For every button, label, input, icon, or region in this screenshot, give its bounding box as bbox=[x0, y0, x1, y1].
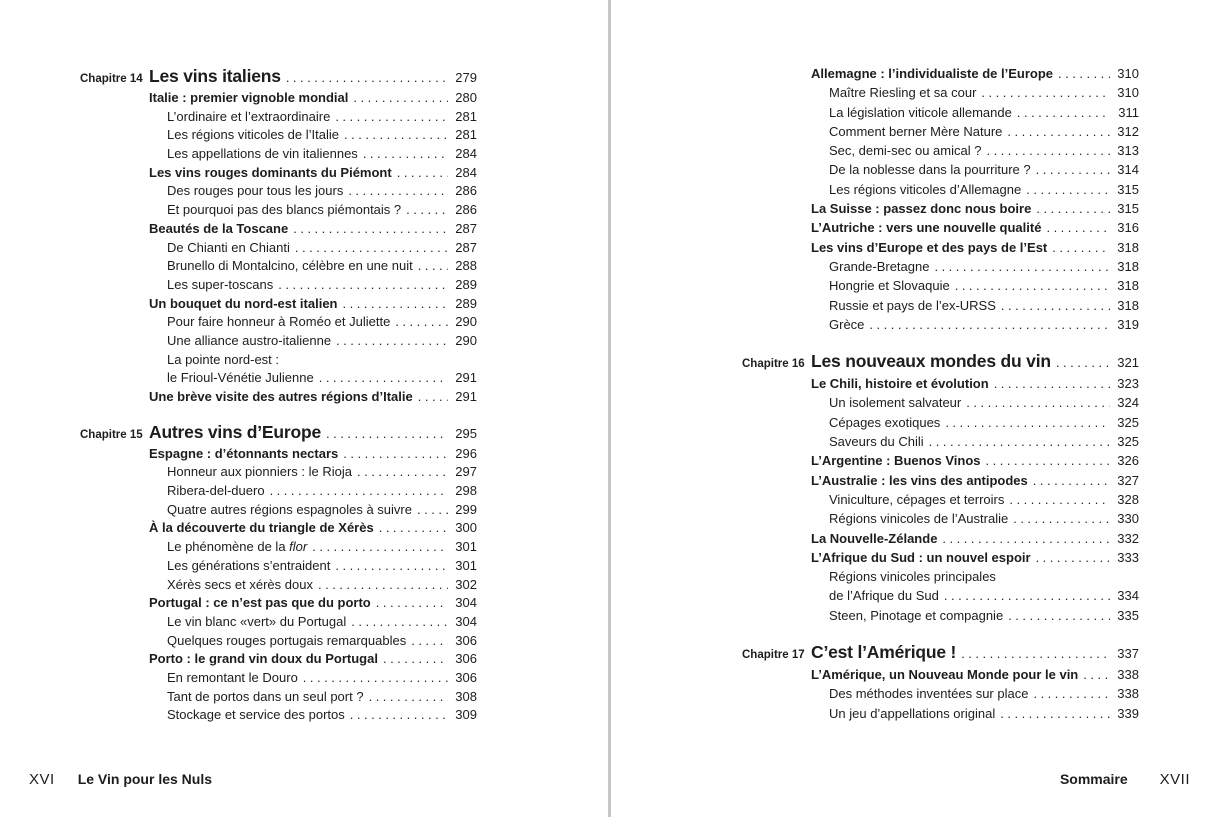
page-number: 315 bbox=[1117, 181, 1139, 197]
page-number: 330 bbox=[1117, 511, 1139, 527]
page-number: 326 bbox=[1117, 453, 1139, 469]
right-folio: XVII bbox=[1159, 771, 1190, 788]
toc-section-row bbox=[80, 164, 477, 183]
toc-sub-row bbox=[742, 296, 1139, 315]
entry-title: Autres vins d’Europe bbox=[149, 421, 322, 442]
dot-leader bbox=[1056, 350, 1110, 375]
toc-sub-row bbox=[80, 482, 477, 501]
entry-title: Comment berner Mère Nature bbox=[829, 123, 1003, 139]
entry-title: Tant de portos dans un seul port ? bbox=[167, 688, 364, 704]
page-number: 287 bbox=[455, 220, 477, 236]
toc-sub-row bbox=[742, 103, 1139, 122]
page-number: 324 bbox=[1117, 395, 1139, 411]
dot-leader bbox=[1008, 606, 1110, 625]
entry-title: L’Autriche : vers une nouvelle qualité bbox=[811, 220, 1042, 236]
toc-section-row bbox=[80, 295, 477, 314]
dot-leader bbox=[994, 374, 1110, 393]
dot-leader bbox=[295, 239, 448, 258]
dot-leader bbox=[1033, 471, 1110, 490]
toc-sub-row bbox=[80, 257, 477, 276]
page-number: 306 bbox=[455, 651, 477, 667]
entry-title: Italie : premier vignoble mondial bbox=[149, 90, 349, 105]
page-number: 301 bbox=[455, 539, 477, 555]
entry-title: Un bouquet du nord-est italien bbox=[149, 295, 338, 311]
page-number: 281 bbox=[455, 127, 477, 143]
toc-sub-row bbox=[80, 463, 477, 482]
page-number: 287 bbox=[455, 239, 477, 255]
dot-leader bbox=[353, 89, 448, 108]
dot-leader bbox=[1052, 238, 1110, 257]
entry-title: L’ordinaire et l’extraordinaire bbox=[167, 108, 331, 124]
entry-title: Régions vinicoles de l’Australie bbox=[829, 511, 1009, 527]
entry-title: La législation viticole allemande bbox=[829, 104, 1012, 120]
page-number: 295 bbox=[455, 425, 477, 441]
page-number: 332 bbox=[1117, 530, 1139, 546]
dot-leader bbox=[348, 182, 448, 201]
page-number: 304 bbox=[455, 595, 477, 611]
entry-title: Un jeu d’appellations original bbox=[829, 705, 996, 721]
dot-leader bbox=[326, 421, 448, 446]
dot-leader bbox=[369, 688, 448, 707]
toc-sub-row bbox=[80, 706, 477, 725]
toc-section-row bbox=[742, 238, 1139, 257]
entry-title: Les régions viticoles d’Allemagne bbox=[829, 181, 1022, 197]
entry-title: Xérès secs et xérès doux bbox=[167, 576, 313, 592]
dot-leader bbox=[944, 586, 1110, 605]
left-page-footer bbox=[29, 771, 212, 788]
dot-leader bbox=[319, 369, 448, 388]
dot-leader bbox=[350, 706, 448, 725]
toc-sub-row bbox=[80, 276, 477, 295]
entry-title: Beautés de la Toscane bbox=[149, 220, 289, 236]
dot-leader bbox=[293, 220, 448, 239]
page-number: 323 bbox=[1117, 376, 1139, 392]
toc-section-row bbox=[742, 529, 1139, 548]
entry-title: Des rouges pour tous les jours bbox=[167, 183, 344, 199]
page-number: 309 bbox=[455, 707, 477, 723]
entry-title: La Suisse : passez donc nous boire bbox=[811, 201, 1032, 217]
toc-section-row bbox=[80, 519, 477, 538]
dot-leader bbox=[1036, 548, 1110, 567]
entry-title: Grèce bbox=[829, 316, 865, 332]
entry-title: Les vins rouges dominants du Piémont bbox=[149, 164, 392, 180]
chapter-number-label: Chapitre 14 bbox=[80, 73, 143, 85]
page-number: 325 bbox=[1117, 414, 1139, 430]
page-number: 310 bbox=[1117, 66, 1139, 81]
entry-title: C’est l’Amérique ! bbox=[811, 642, 957, 663]
page-number: 321 bbox=[1117, 355, 1139, 371]
dot-leader bbox=[1058, 64, 1110, 83]
page-number: 334 bbox=[1117, 588, 1139, 604]
book-title: Le Vin pour les Nuls bbox=[77, 771, 213, 787]
dot-leader bbox=[318, 576, 448, 595]
toc-chapter-row bbox=[742, 349, 1139, 374]
dot-leader bbox=[1046, 218, 1110, 237]
entry-title: Brunello di Montalcino, célèbre en une nuit bbox=[167, 258, 413, 274]
sommaire-label: Sommaire bbox=[1059, 771, 1128, 787]
dot-leader bbox=[335, 557, 448, 576]
page-number: 333 bbox=[1117, 549, 1139, 565]
page-number: 280 bbox=[455, 90, 477, 105]
toc-section-row bbox=[742, 199, 1139, 218]
entry-title: Portugal : ce n’est pas que du porto bbox=[149, 595, 371, 611]
entry-title: Saveurs du Chili bbox=[829, 434, 924, 450]
toc-sub-row bbox=[742, 413, 1139, 432]
toc-sub-row bbox=[80, 576, 477, 595]
dot-leader bbox=[411, 632, 448, 651]
page-number: 299 bbox=[455, 501, 477, 517]
dot-leader bbox=[1033, 684, 1110, 703]
entry-title: La pointe nord-est : bbox=[167, 351, 280, 367]
toc-sub-row bbox=[80, 557, 477, 576]
page-number: 335 bbox=[1117, 607, 1139, 623]
entry-title: Grande-Bretagne bbox=[829, 258, 930, 274]
toc-sub-row bbox=[742, 393, 1139, 412]
entry-title: L’Argentine : Buenos Vinos bbox=[811, 453, 981, 469]
entry-title: La Nouvelle-Zélande bbox=[811, 530, 938, 546]
page-divider bbox=[608, 0, 611, 817]
entry-title: Sec, demi-sec ou amical ? bbox=[829, 143, 982, 159]
dot-leader bbox=[1000, 704, 1110, 723]
entry-title: Quatre autres régions espagnoles à suivre bbox=[167, 501, 412, 517]
dot-leader bbox=[934, 257, 1110, 276]
entry-title: Les appellations de vin italiennes bbox=[167, 146, 358, 162]
page-number: 296 bbox=[455, 445, 477, 461]
toc-chapter-row bbox=[742, 640, 1139, 665]
entry-title: de l’Afrique du Sud bbox=[829, 588, 939, 604]
dot-leader bbox=[418, 388, 448, 407]
dot-leader bbox=[955, 276, 1110, 295]
page-number: 289 bbox=[455, 276, 477, 292]
page-number: 284 bbox=[455, 146, 477, 162]
toc-sub-row bbox=[742, 509, 1139, 528]
entry-title: L’Amérique, un Nouveau Monde pour le vin bbox=[811, 667, 1079, 683]
toc-sub-row bbox=[80, 126, 477, 145]
dot-leader bbox=[363, 145, 448, 164]
page-number: 338 bbox=[1117, 667, 1139, 683]
toc-sub-row bbox=[80, 538, 477, 557]
page-number: 300 bbox=[455, 520, 477, 536]
toc-sub-row bbox=[742, 684, 1139, 703]
toc-chapter-row bbox=[80, 64, 477, 89]
page-number: 339 bbox=[1117, 705, 1139, 721]
entry-title: Les super-toscans bbox=[167, 276, 274, 292]
entry-title: Les nouveaux mondes du vin bbox=[811, 351, 1051, 372]
toc-sub-row bbox=[742, 276, 1139, 295]
toc-sub-row bbox=[80, 501, 477, 520]
toc-sub-row bbox=[80, 669, 477, 688]
dot-leader bbox=[986, 451, 1110, 470]
dot-leader bbox=[986, 141, 1110, 160]
entry-title: À la découverte du triangle de Xérès bbox=[149, 520, 374, 536]
entry-title: Allemagne : l’individualiste de l’Europe bbox=[811, 66, 1053, 81]
toc-sub-row bbox=[742, 160, 1139, 179]
dot-leader bbox=[303, 669, 448, 688]
page-number: 298 bbox=[455, 483, 477, 499]
entry-title: Une brève visite des autres régions d’Italie bbox=[149, 389, 413, 404]
dot-leader bbox=[406, 201, 448, 220]
page-number: 304 bbox=[455, 613, 477, 629]
toc-sub-row bbox=[742, 257, 1139, 276]
toc-sub-row bbox=[742, 606, 1139, 625]
toc-sub-row bbox=[742, 567, 1139, 586]
page-number: 286 bbox=[455, 183, 477, 199]
page-number: 297 bbox=[455, 464, 477, 480]
toc-sub-row bbox=[742, 180, 1139, 199]
entry-title: Des méthodes inventées sur place bbox=[829, 686, 1029, 702]
entry-title: Les régions viticoles de l’Italie bbox=[167, 127, 339, 143]
right-page-footer bbox=[1060, 771, 1190, 788]
dot-leader bbox=[351, 613, 448, 632]
entry-title: Un isolement salvateur bbox=[829, 395, 962, 411]
entry-title: En remontant le Douro bbox=[167, 669, 298, 685]
entry-title: Une alliance austro-italienne bbox=[167, 332, 332, 348]
dot-leader bbox=[1009, 490, 1110, 509]
dot-leader bbox=[418, 257, 448, 276]
entry-title-italic: flor bbox=[289, 539, 308, 555]
dot-leader bbox=[966, 393, 1110, 412]
entry-title: De la noblesse dans la pourriture ? bbox=[829, 162, 1031, 178]
page-number: 306 bbox=[455, 632, 477, 648]
entry-title: Quelques rouges portugais remarquables bbox=[167, 632, 407, 648]
toc-section-row bbox=[742, 451, 1139, 470]
toc-sub-row bbox=[80, 632, 477, 651]
toc-right-page bbox=[742, 64, 1139, 723]
page-number: 318 bbox=[1117, 239, 1139, 255]
dot-leader bbox=[1017, 103, 1110, 122]
page-number: 338 bbox=[1117, 686, 1139, 702]
page-number: 306 bbox=[455, 669, 477, 685]
chapter-number-label: Chapitre 16 bbox=[742, 358, 805, 371]
toc-section-row bbox=[80, 388, 477, 407]
toc-sub-row bbox=[80, 369, 477, 388]
page-number: 313 bbox=[1117, 143, 1139, 159]
entry-title: Viniculture, cépages et terroirs bbox=[829, 491, 1005, 507]
entry-title: Les vins d’Europe et des pays de l’Est bbox=[811, 239, 1048, 255]
toc-sub-row bbox=[80, 201, 477, 220]
chapter-number-label: Chapitre 15 bbox=[80, 428, 143, 441]
toc-sub-row bbox=[80, 332, 477, 351]
dot-leader bbox=[945, 413, 1110, 432]
dot-leader bbox=[942, 529, 1110, 548]
toc-sub-row bbox=[80, 182, 477, 201]
page-number: 301 bbox=[455, 557, 477, 573]
page-number: 308 bbox=[455, 688, 477, 704]
entry-title: Stockage et service des portos bbox=[167, 707, 345, 723]
dot-leader bbox=[344, 126, 448, 145]
dot-leader bbox=[357, 463, 448, 482]
dot-leader bbox=[1083, 665, 1110, 684]
entry-title: Et pourquoi pas des blancs piémontais ? bbox=[167, 202, 402, 218]
dot-leader bbox=[270, 482, 448, 501]
entry-title: L’Afrique du Sud : un nouvel espoir bbox=[811, 549, 1031, 565]
dot-leader bbox=[376, 594, 448, 613]
toc-sub-row bbox=[742, 122, 1139, 141]
dot-leader bbox=[869, 315, 1110, 334]
toc-sub-row bbox=[742, 315, 1139, 334]
page-number: 291 bbox=[455, 370, 477, 386]
entry-title: Le phénomène de la flor bbox=[167, 539, 308, 555]
entry-title: Ribera-del-duero bbox=[167, 483, 265, 499]
dot-leader bbox=[1007, 122, 1110, 141]
page-number: 327 bbox=[1117, 472, 1139, 488]
page-number: 284 bbox=[455, 164, 477, 180]
page-number: 319 bbox=[1117, 316, 1139, 332]
toc-section-row bbox=[742, 548, 1139, 567]
page-number: 288 bbox=[455, 258, 477, 274]
dot-leader bbox=[278, 276, 448, 295]
dot-leader bbox=[343, 445, 448, 464]
entry-title: De Chianti en Chianti bbox=[167, 239, 290, 255]
entry-title: Espagne : d’étonnants nectars bbox=[149, 445, 339, 461]
entry-title: Cépages exotiques bbox=[829, 414, 941, 430]
entry-title: Pour faire honneur à Roméo et Juliette bbox=[167, 314, 391, 330]
chapter-number-label: Chapitre 17 bbox=[742, 649, 805, 662]
dot-leader bbox=[397, 164, 448, 183]
toc-section-row bbox=[80, 220, 477, 239]
entry-title: L’Australie : les vins des antipodes bbox=[811, 472, 1028, 488]
entry-title: Russie et pays de l’ex-URSS bbox=[829, 297, 996, 313]
toc-sub-row bbox=[742, 490, 1139, 509]
page-number: 310 bbox=[1117, 85, 1139, 101]
toc-section-row bbox=[80, 650, 477, 669]
dot-leader bbox=[343, 295, 449, 314]
entry-title: Maître Riesling et sa cour bbox=[829, 85, 977, 101]
dot-leader bbox=[1036, 160, 1110, 179]
page-number: 311 bbox=[1118, 104, 1139, 120]
dot-leader bbox=[417, 501, 448, 520]
page-number: 289 bbox=[455, 295, 477, 311]
dot-leader bbox=[286, 65, 448, 90]
toc-sub-row bbox=[80, 613, 477, 632]
toc-sub-row bbox=[742, 432, 1139, 451]
dot-leader bbox=[335, 108, 448, 127]
toc-section-row bbox=[80, 594, 477, 613]
page-number: 314 bbox=[1117, 162, 1139, 178]
entry-title: le Frioul-Vénétie Julienne bbox=[167, 370, 314, 386]
dot-leader bbox=[981, 83, 1110, 102]
entry-title: Le Chili, histoire et évolution bbox=[811, 376, 989, 392]
toc-section-row bbox=[742, 218, 1139, 237]
dot-leader bbox=[1036, 199, 1110, 218]
dot-leader bbox=[929, 432, 1110, 451]
page-number: 318 bbox=[1117, 297, 1139, 313]
page-number: 316 bbox=[1117, 220, 1139, 236]
page-number: 318 bbox=[1117, 258, 1139, 274]
page-number: 325 bbox=[1117, 434, 1139, 450]
toc-sub-row bbox=[80, 313, 477, 332]
dot-leader bbox=[1026, 180, 1110, 199]
toc-sub-row bbox=[742, 704, 1139, 723]
entry-title: Steen, Pinotage et compagnie bbox=[829, 607, 1004, 623]
page-number: 291 bbox=[455, 389, 477, 404]
toc-section-row bbox=[742, 471, 1139, 490]
entry-title: Les vins italiens bbox=[149, 66, 281, 86]
dot-leader bbox=[961, 641, 1110, 666]
page-number: 318 bbox=[1117, 278, 1139, 294]
toc-left-page bbox=[80, 64, 477, 725]
page-number: 315 bbox=[1117, 201, 1139, 217]
page-number: 302 bbox=[455, 576, 477, 592]
dot-leader bbox=[312, 538, 448, 557]
entry-title: Hongrie et Slovaquie bbox=[829, 278, 950, 294]
page-number: 290 bbox=[455, 332, 477, 348]
toc-sub-row bbox=[80, 239, 477, 258]
entry-title: Honneur aux pionniers : le Rioja bbox=[167, 464, 352, 480]
page-number: 281 bbox=[455, 108, 477, 124]
entry-title: Le vin blanc «vert» du Portugal bbox=[167, 613, 347, 629]
page-number: 286 bbox=[455, 202, 477, 218]
page-number: 312 bbox=[1117, 123, 1139, 139]
dot-leader bbox=[379, 519, 448, 538]
dot-leader bbox=[336, 332, 448, 351]
dot-leader bbox=[1013, 509, 1110, 528]
entry-title: Porto : le grand vin doux du Portugal bbox=[149, 651, 378, 667]
page-number: 328 bbox=[1117, 491, 1139, 507]
page-number: 279 bbox=[455, 70, 477, 85]
toc-chapter-row bbox=[80, 420, 477, 445]
page-number: 290 bbox=[455, 314, 477, 330]
page-number: 337 bbox=[1117, 646, 1139, 662]
left-folio: XVI bbox=[29, 771, 55, 788]
dot-leader bbox=[383, 650, 448, 669]
dot-leader bbox=[395, 313, 448, 332]
toc-sub-row bbox=[80, 688, 477, 707]
toc-sub-row bbox=[742, 83, 1139, 102]
toc-section-row bbox=[742, 64, 1139, 83]
toc-sub-row bbox=[80, 351, 477, 370]
toc-sub-row bbox=[80, 145, 477, 164]
entry-title: Les générations s’entraident bbox=[167, 557, 331, 573]
dot-leader bbox=[1001, 296, 1110, 315]
entry-title: Régions vinicoles principales bbox=[829, 569, 996, 585]
toc-sub-row bbox=[742, 141, 1139, 160]
toc-sub-row bbox=[80, 108, 477, 127]
toc-sub-row bbox=[742, 586, 1139, 605]
